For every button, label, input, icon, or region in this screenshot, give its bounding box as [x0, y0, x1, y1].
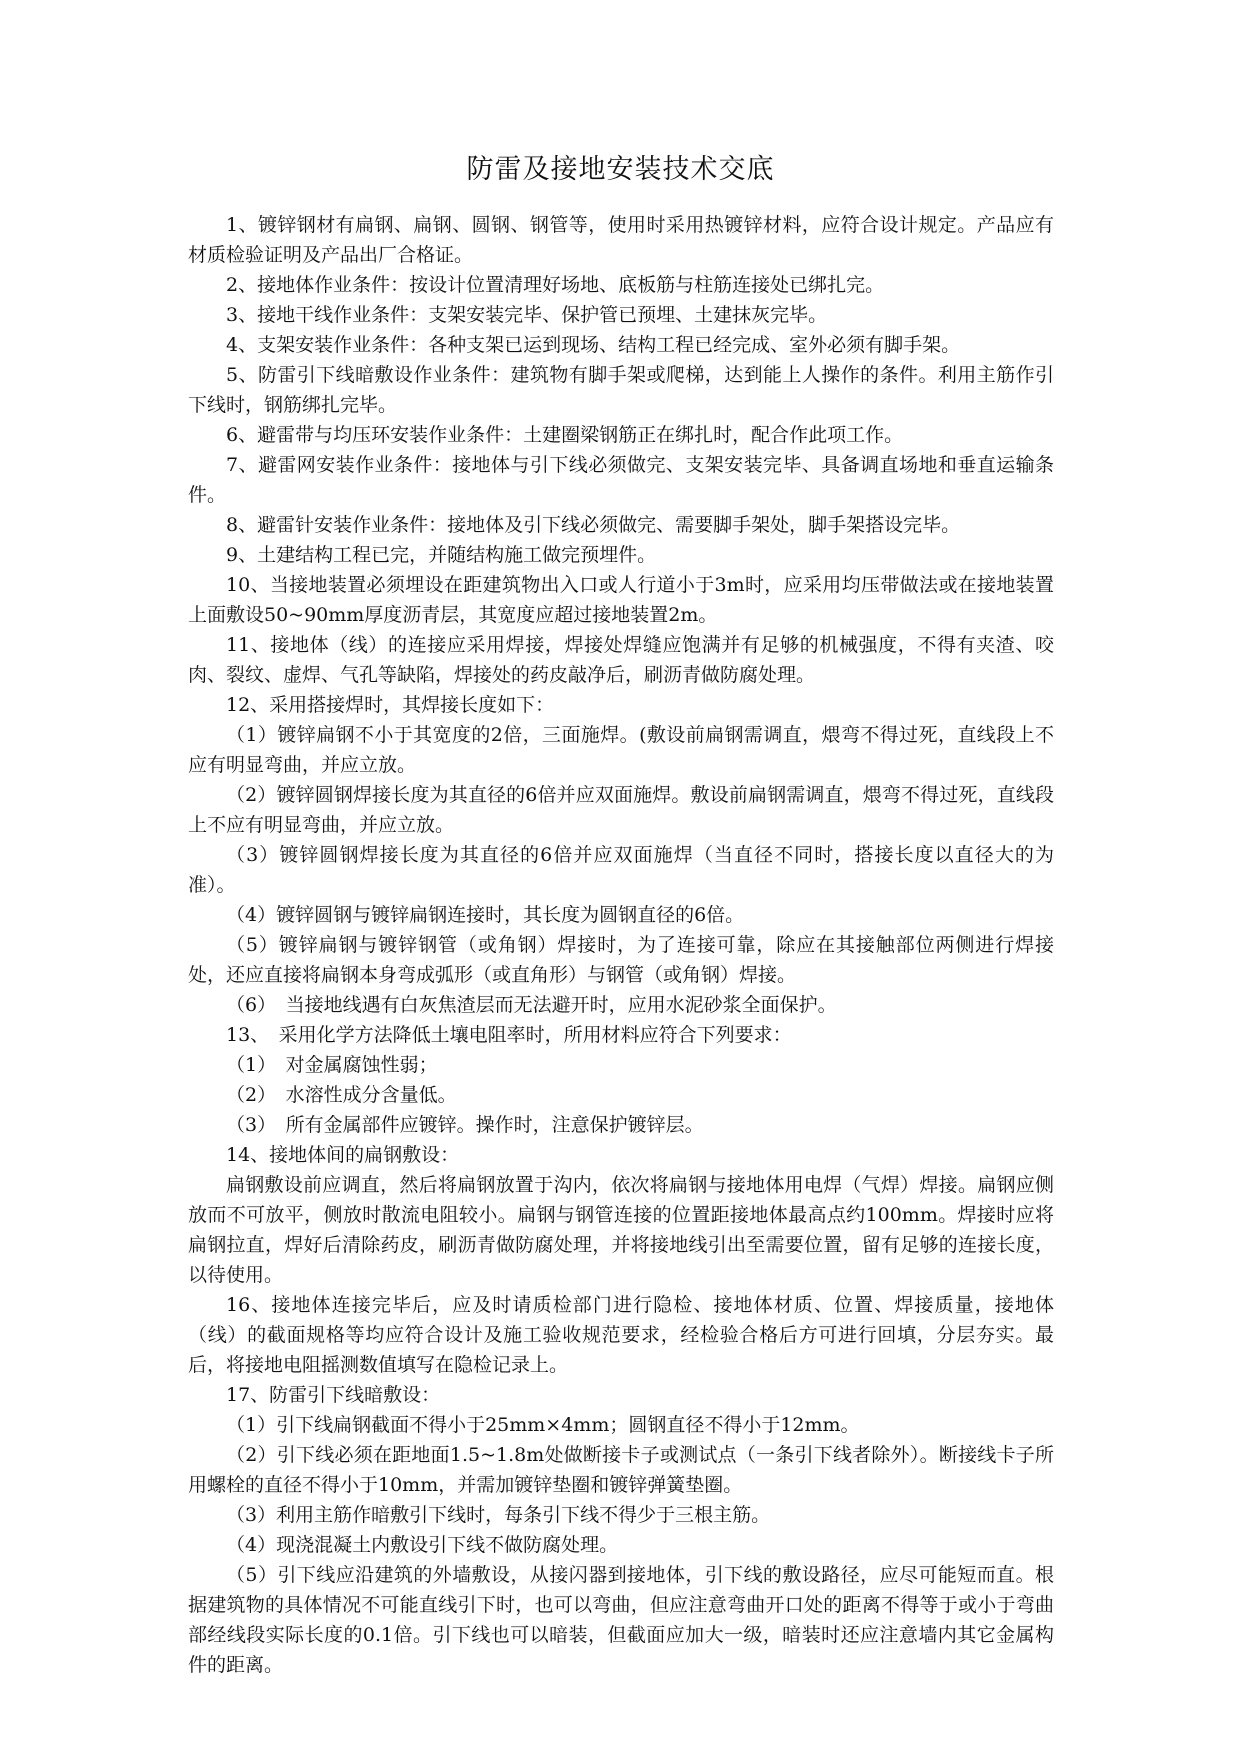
paragraph-17: 17、防雷引下线暗敷设： [226, 1384, 441, 1406]
paragraph-12-4: （4）镀锌圆钢与镀锌扁钢连接时，其长度为圆钢直径的6倍。 [226, 904, 745, 926]
paragraph-17-4: （4）现浇混凝土内敷设引下线不做防腐处理。 [226, 1534, 619, 1556]
paragraph-2: 2、接地体作业条件：按设计位置清理好场地、底板筋与柱筋连接处已绑扎完。 [226, 274, 885, 296]
paragraph-12-5: （5）镀锌扁钢与镀锌钢管（或角钢）焊接时，为了连接可靠，除应在其接触部位两侧进行焊接处，还应直接将扁钢本身弯成弧形（或直角形）与钢管（或角钢）焊接。 [188, 934, 1054, 986]
paragraph-17-3: （3）利用主筋作暗敷引下线时，每条引下线不得少于三根主筋。 [226, 1504, 771, 1526]
paragraph-10: 10、当接地装置必须埋设在距建筑物出入口或人行道小于3m时，应采用均压带做法或在接地装置上面敷设50~90mm厚度沥青层，其宽度应超过接地装置2m。 [188, 574, 1054, 626]
paragraph-6: 6、避雷带与均压环安装作业条件：土建圈梁钢筋正在绑扎时，配合作此项工作。 [226, 424, 904, 446]
paragraph-3: 3、接地干线作业条件：支架安装完毕、保护管已预埋、土建抹灰完毕。 [226, 304, 828, 326]
paragraph-13-2: （2） 水溶性成分含量低。 [226, 1084, 457, 1106]
paragraph-14: 14、接地体间的扁钢敷设： [226, 1144, 460, 1166]
paragraph-12-2: （2）镀锌圆钢焊接长度为其直径的6倍并应双面施焊。敷设前扁钢需调直，煨弯不得过死，直线段上不应有明显弯曲，并应立放。 [188, 784, 1054, 836]
paragraph-12-3: （3）镀锌圆钢焊接长度为其直径的6倍并应双面施焊（当直径不同时，搭接长度以直径大的为准）。 [188, 844, 1054, 896]
document-title: 防雷及接地安装技术交底 [466, 154, 775, 185]
paragraph-12: 12、采用搭接焊时，其焊接长度如下： [226, 694, 555, 716]
paragraph-9: 9、土建结构工程已完，并随结构施工做完预埋件。 [226, 544, 657, 566]
paragraph-13-1: （1） 对金属腐蚀性弱； [226, 1054, 438, 1076]
paragraph-16: 16、接地体连接完毕后，应及时请质检部门进行隐检、接地体材质、位置、焊接质量，接地体（线）的截面规格等均应符合设计及施工验收规范要求，经检验合格后方可进行回填，分层夯实。最后，将接地电阻摇测数值填写在隐检记录上。 [188, 1294, 1054, 1376]
paragraph-12-1: （1）镀锌扁钢不小于其宽度的2倍，三面施焊。(敷设前扁钢需调直，煨弯不得过死，直线段上不应有明显弯曲，并应立放。 [188, 724, 1054, 776]
paragraph-5: 5、防雷引下线暗敷设作业条件：建筑物有脚手架或爬梯，达到能上人操作的条件。利用主筋作引下线时，钢筋绑扎完毕。 [188, 364, 1054, 416]
document-body [188, 210, 1054, 1680]
paragraph-17-5: （5）引下线应沿建筑的外墙敷设，从接闪器到接地体，引下线的敷设路径，应尽可能短而直。根据建筑物的具体情况不可能直线引下时，也可以弯曲，但应注意弯曲开口处的距离不得等于或小于弯曲部经线段实际长度的0.1倍。引下线也可以暗装，但截面应加大一级，暗装时还应注意墙内其它金属构件的距离。 [188, 1564, 1054, 1676]
paragraph-14-body: 扁钢敷设前应调直，然后将扁钢放置于沟内，依次将扁钢与接地体用电焊（气焊）焊接。扁钢应侧放而不可放平，侧放时散流电阻较小。扁钢与钢管连接的位置距接地体最高点约100mm。焊接时应将扁钢拉直，焊好后清除药皮，刷沥青做防腐处理，并将接地线引出至需要位置，留有足够的连接长度，以待使用。 [188, 1174, 1054, 1286]
paragraph-13-3: （3） 所有金属部件应镀锌。操作时，注意保护镀锌层。 [226, 1114, 704, 1136]
paragraph-8: 8、避雷针安装作业条件：接地体及引下线必须做完、需要脚手架处，脚手架搭设完毕。 [226, 514, 961, 536]
paragraph-12-6: （6） 当接地线遇有白灰焦渣层而无法避开时，应用水泥砂浆全面保护。 [226, 994, 837, 1016]
paragraph-17-2: （2）引下线必须在距地面1.5~1.8m处做断接卡子或测试点（一条引下线者除外）。断接线卡子所用螺栓的直径不得小于10mm，并需加镀锌垫圈和镀锌弹簧垫圈。 [188, 1444, 1054, 1496]
paragraph-17-1: （1）引下线扁钢截面不得小于25mm×4mm；圆钢直径不得小于12mm。 [226, 1414, 860, 1436]
paragraph-1: 1、镀锌钢材有扁钢、扁钢、圆钢、钢管等，使用时采用热镀锌材料，应符合设计规定。产品应有材质检验证明及产品出厂合格证。 [188, 214, 1054, 266]
paragraph-4: 4、支架安装作业条件：各种支架已运到现场、结构工程已经完成、室外必须有脚手架。 [226, 334, 961, 356]
paragraph-11: 11、接地体（线）的连接应采用焊接，焊接处焊缝应饱满并有足够的机械强度，不得有夹渣、咬肉、裂纹、虚焊、气孔等缺陷，焊接处的药皮敲净后，刷沥青做防腐处理。 [188, 634, 1054, 686]
paragraph-13: 13、 采用化学方法降低土壤电阻率时，所用材料应符合下列要求： [226, 1024, 792, 1046]
paragraph-7: 7、避雷网安装作业条件：接地体与引下线必须做完、支架安装完毕、具备调直场地和垂直运输条件。 [188, 454, 1054, 506]
